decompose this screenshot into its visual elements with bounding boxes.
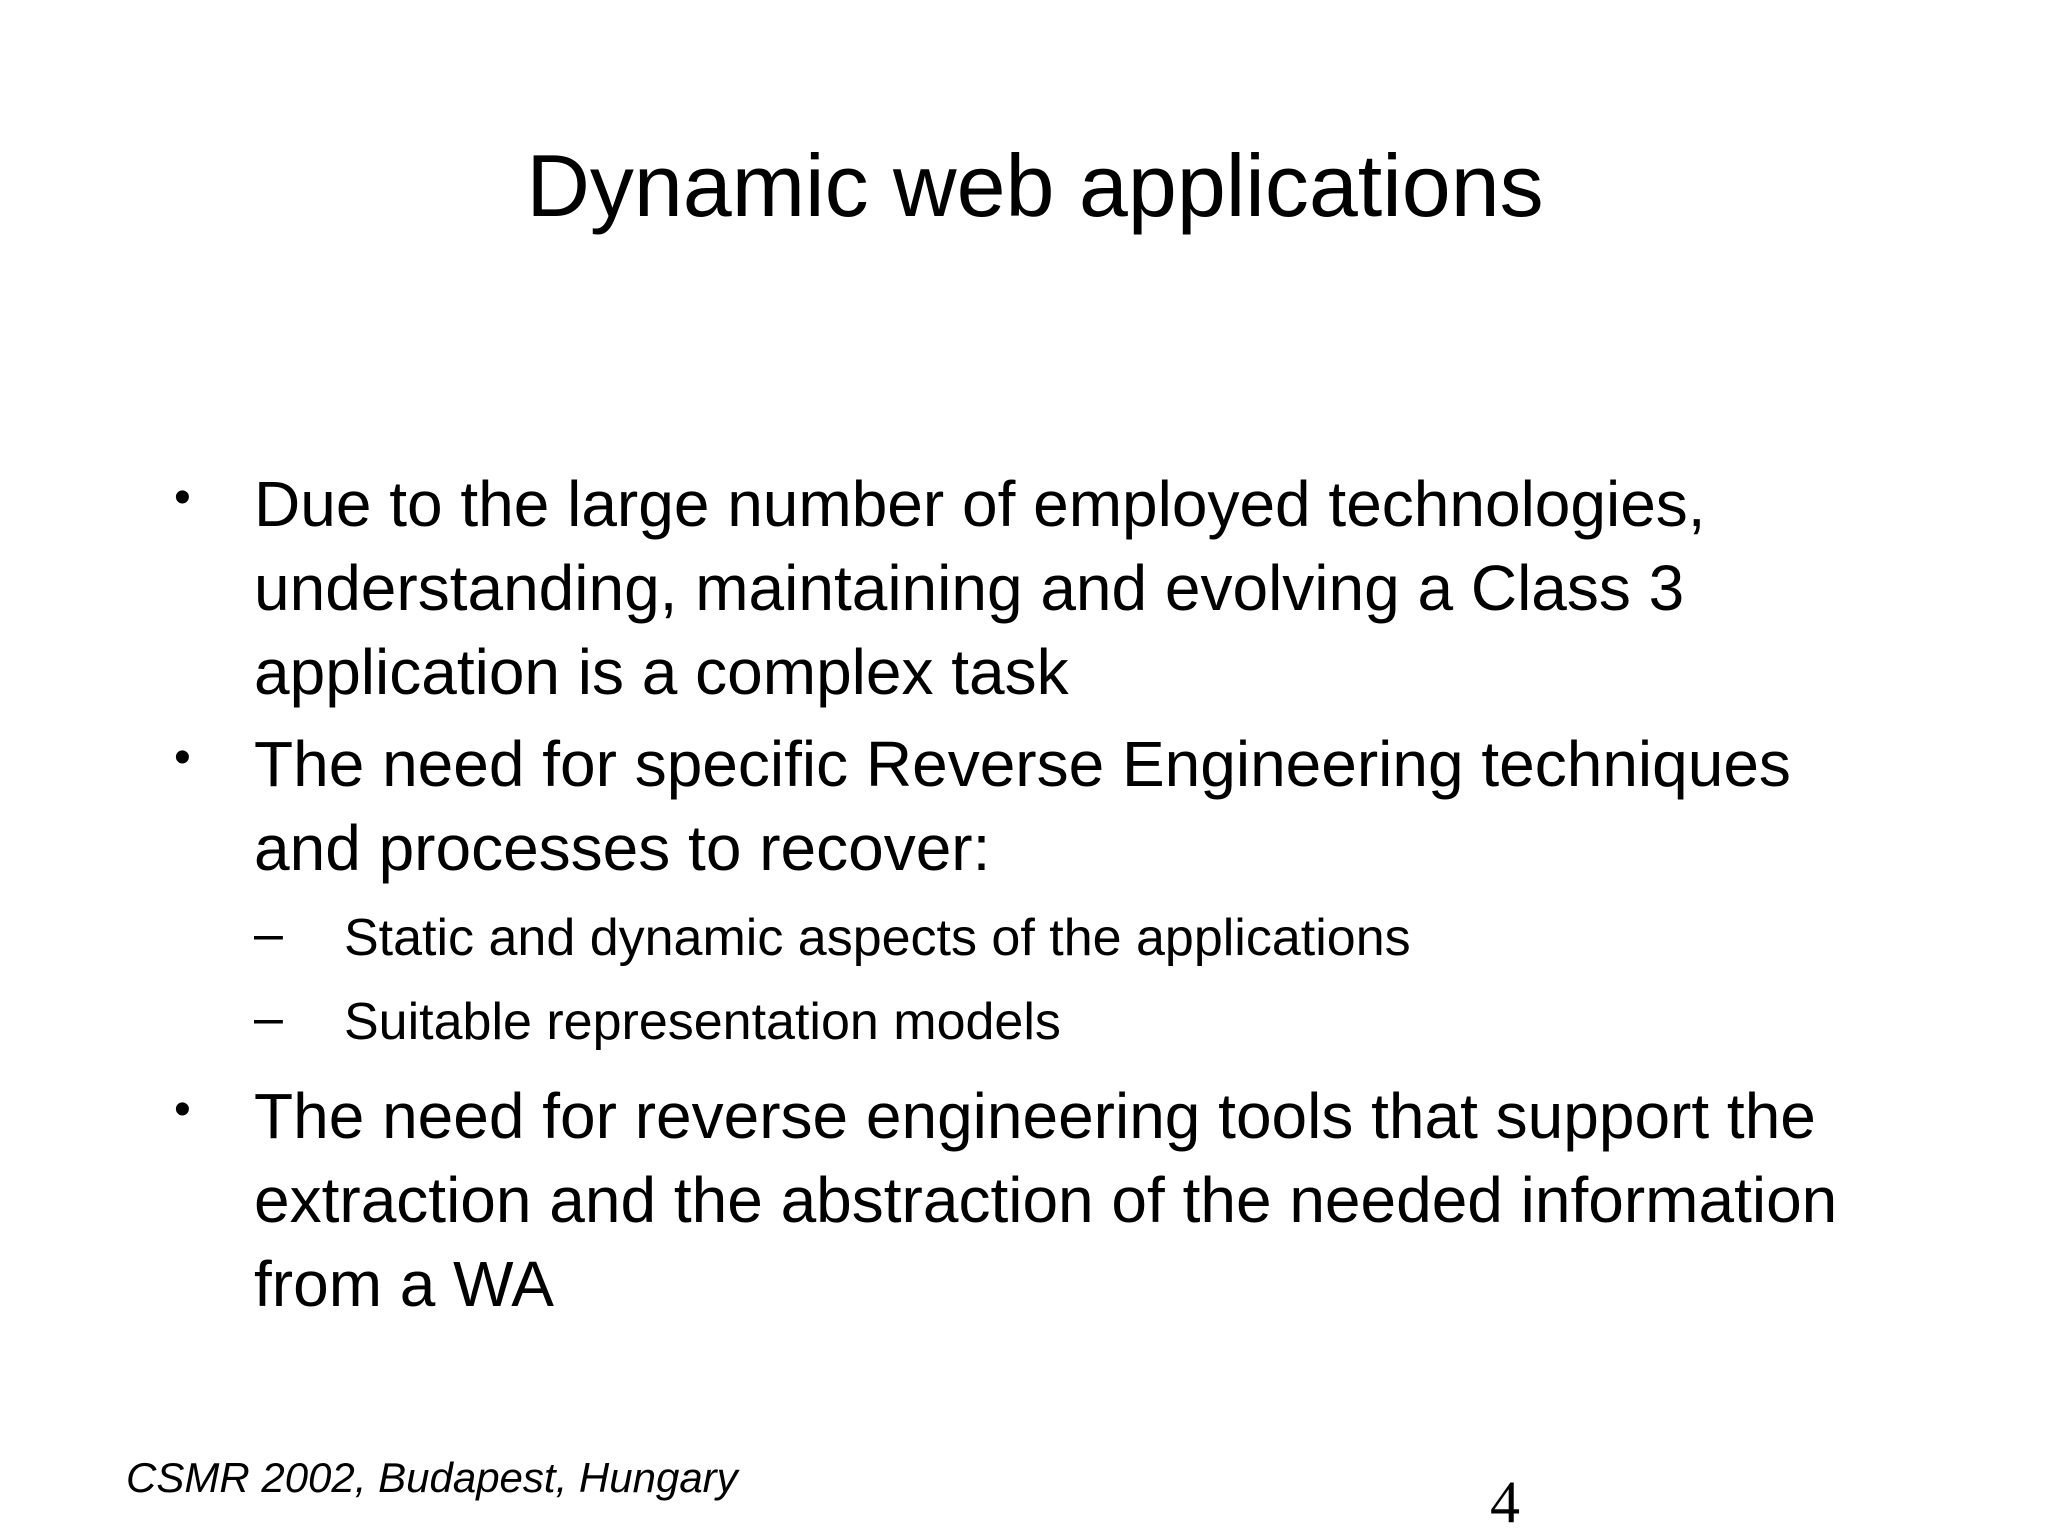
page-number: 4 xyxy=(1490,1469,1520,1535)
sub-bullet-list xyxy=(254,896,1874,1064)
sub-bullet-item xyxy=(254,896,1874,980)
bullet-item xyxy=(174,722,1874,1064)
sub-bullet-text: Suitable representation models xyxy=(344,993,1061,1051)
bullet-text: The need for reverse engineering tools that support the extraction and the abstraction of the needed information from a WA xyxy=(254,1080,1838,1320)
sub-bullet-item xyxy=(254,980,1874,1064)
bullet-list xyxy=(174,462,1874,1334)
bullet-marker: • xyxy=(174,471,191,524)
bullet-marker: • xyxy=(174,1083,191,1136)
bullet-text: The need for specific Reverse Engineering techniques and processes to recover: xyxy=(254,728,1791,884)
bullet-item xyxy=(174,462,1874,714)
bullet-marker: • xyxy=(174,731,191,784)
bullet-text: Due to the large number of employed technologies, understanding, maintaining and evolving a Class 3 application is a complex task xyxy=(254,468,1706,708)
sub-bullet-text: Static and dynamic aspects of the applications xyxy=(344,909,1411,967)
slide-title: Dynamic web applications xyxy=(526,136,1544,235)
dash-marker: – xyxy=(254,905,283,963)
footer-conference: CSMR 2002, Budapest, Hungary xyxy=(126,1454,738,1501)
dash-marker: – xyxy=(254,989,283,1047)
bullet-item xyxy=(174,1074,1874,1326)
